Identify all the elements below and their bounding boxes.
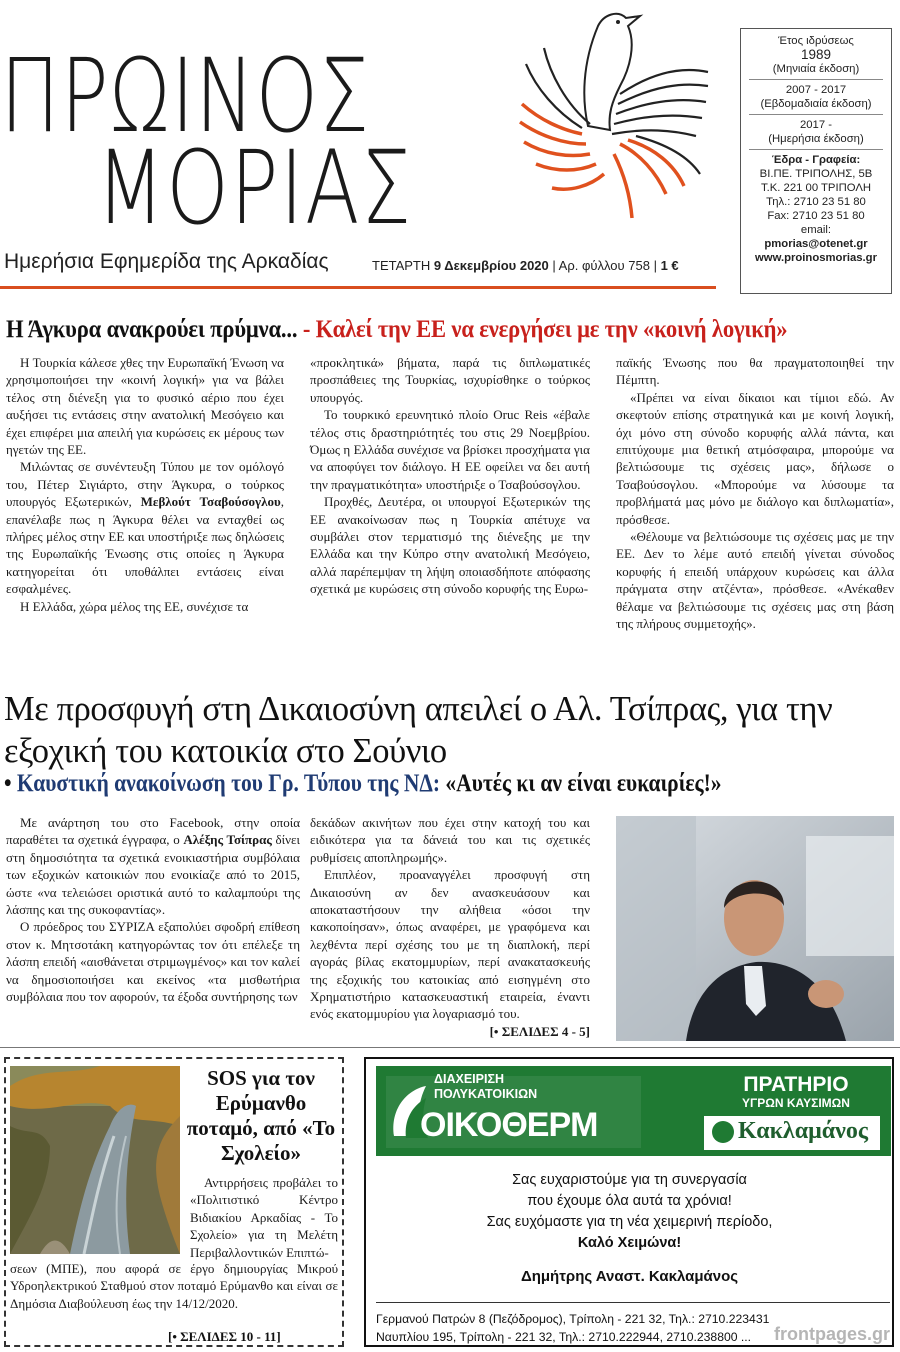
person-name: Μεβλούτ Τσαβούσογλου <box>140 494 281 510</box>
article1-column-2 <box>310 354 590 598</box>
address-1: ΒΙ.ΠΕ. ΤΡΙΠΟΛΗΣ, 5Β <box>759 168 873 180</box>
fax: Fax: 2710 23 51 80 <box>767 210 865 222</box>
section-divider <box>0 1047 900 1048</box>
watermark: frontpages.gr <box>773 1324 890 1344</box>
newspaper-subtitle: Ημερήσια Εφημερίδα της Αρκαδίας <box>4 250 329 273</box>
article3-page-ref[interactable]: [• ΣΕΛΙΔΕΣ 10 - 11] <box>168 1329 281 1344</box>
paragraph: Το τουρκικό ερευνητικό πλοίο Oruc Reis «έβαλε τέλος στις δραστηριότητές του στις 29 Νοεμβρίου. Όμως η Ελλάδα συνέχισε να βρίσκει προσχήματα για να αποφύγει τον διάλογο. Η ΕΕ οφείλει να δει αυτή την πραγματικότητα» υποστήριξε ο Τσαβούσογλου. <box>310 407 590 492</box>
range-2: 2007 - 2017 <box>785 84 847 96</box>
separator: | <box>552 258 559 273</box>
article1-column-1 <box>6 354 284 615</box>
email-link[interactable]: pmorias@otenet.gr <box>764 238 868 250</box>
text: , επανέλαβε πως η Άγκυρα θέλει να ενταχθεί ως πλήρες μέλος στην ΕΕ και υποστήριξε πως δηλώσεις της Ευρωπαϊκής Ένωσης στις οποίες η Άγκυρα κατηγορείται ότι υποθάλπει εντάσεις είναι εσφαλμένες. <box>6 494 284 597</box>
logo-line-2: ΜΟΡΙΑΣ <box>96 129 413 248</box>
masthead-divider <box>0 286 716 289</box>
paragraph: Ο πρόεδρος του ΣΥΡΙΖΑ εξαπολύει σφοδρή επίθεση στον κ. Μητσοτάκη κατηγορώντας τον ότι επέλεξε τη λάσπη επειδή «αισθάνεται στριμωγμένος» και τον καλεί να δημοσιοποιήσει και εκείνος «τα μισθωτήρια συμβόλαια που τον αφορούν, τα έξοδα συντήρησης των <box>6 919 300 1005</box>
range-3: 2017 - <box>799 119 833 131</box>
ad-address-1: Γερμανού Πατρών 8 (Πεζόδρομος), Τρίπολη - 221 32, Τηλ.: 2710.223431 <box>376 1312 770 1326</box>
publisher-info-box <box>740 28 892 294</box>
ad-right-brand: Κακλαμάνος <box>738 1118 868 1144</box>
ad-left-line1: ΔΙΑΧΕΙΡΙΣΗ <box>434 1072 504 1086</box>
dateline <box>372 258 679 273</box>
ad-divider <box>376 1302 890 1303</box>
article2-sub-main: Καυστική ανακοίνωση του Γρ. Τύπου της ΝΔ: <box>16 770 446 797</box>
article1-headline[interactable] <box>6 316 787 344</box>
founded-year: 1989 <box>800 47 832 62</box>
paragraph: «προκλητικά» βήματα, παρά τις διπλωματικές προσπάθειες της Τουρκίας, ισχυρίσθηκε ο τούρκος υπουργός. <box>310 355 590 405</box>
article2-subheadline <box>4 770 722 798</box>
info-separator <box>749 114 883 115</box>
ad-right-line1: ΠΡΑΤΗΡΙΟ <box>743 1073 849 1096</box>
bullet: • <box>4 770 17 797</box>
founded-label: Έτος ιδρύσεως <box>778 35 854 47</box>
ad-banner <box>376 1066 891 1156</box>
article1-headline-main: Η Άγκυρα ανακρούει πρύμνα... <box>6 316 298 343</box>
paragraph: «Πρέπει να είναι δίκαιοι και τίμιοι εδώ. Αν σκεφτούν επίσης στρατηγικά και με κοινή λογική, όχι μόνο στη σύνοδο κορυφής αλλά πάντα, και επιτύχουμε μια θετική ατμόσφαιρα, μπορούμε να βελτιώσουμε τις σχέσεις μας», δήλωσε ο Τσαβούσογλου. «Μπορούμε να λύσουμε τα προβλήματά μας μόνο με διάλογο και διπλωματία», πρόσθεσε. <box>616 389 894 527</box>
ad-thanks-line2: που έχουμε όλα αυτά τα χρόνια! <box>527 1193 732 1209</box>
period-1: (Μηνιαία έκδοση) <box>772 63 860 75</box>
ad-thanks-line4: Καλό Χειμώνα! <box>577 1235 682 1251</box>
issue-price: 1 € <box>660 258 679 273</box>
article2-column-1 <box>6 814 300 1005</box>
period-3: (Ημερήσια έκδοση) <box>768 133 864 145</box>
ad-thanks-line1: Σας ευχαριστούμε για τη συνεργασία <box>512 1172 747 1188</box>
ad-thanks-line3: Σας ευχόμαστε για τη νέα χειμερινή περίοδο, <box>486 1214 773 1230</box>
offices-label: Έδρα - Γραφεία: <box>771 154 861 166</box>
ad-left-line2: ΠΟΛΥΚΑΤΟΙΚΙΩΝ <box>434 1087 538 1101</box>
info-separator <box>749 149 883 150</box>
paragraph: δεκάδων ακινήτων που έχει στην κατοχή του και ειδικότερα για τα δάνειά του και τις σχετικές ρυθμίσεις αποπληρωμής». <box>310 815 590 865</box>
article1-column-3 <box>616 354 894 633</box>
paragraph: Η Τουρκία κάλεσε χθες την Ευρωπαϊκή Ένωση να χρησιμοποιήσει την «κοινή λογική» για να βάλει τέλος στη διένεξη για το φυσικό αέριο που έχει αυξήσει τις εντάσεις στην ανατολική Μεσόγειο και έχει επιφέρει μια απειλή για κυρώσεις εκ μέρους των ηγετών της ΕΕ. <box>6 355 284 458</box>
ad-thanks-text <box>372 1170 887 1254</box>
article2-page-ref[interactable]: [• ΣΕΛΙΔΕΣ 4 - 5] <box>489 1023 590 1039</box>
issue-day: ΤΕΤΑΡΤΗ <box>372 258 431 273</box>
issue-date: 9 Δεκεμβρίου 2020 <box>433 258 549 273</box>
ad-left-brand: ΟΙΚΟΘΕΡΜ <box>420 1106 598 1144</box>
paragraph <box>6 814 300 918</box>
ad-right-logo-icon <box>712 1121 734 1143</box>
text: Μιλώντας σε συνέντευξη Τύπου με τον ομόλογό του, Πέτερ Σιγιάρτο, στην Άγκυρα, ο τούρκος υπουργός Εξωτερικών, <box>6 459 284 510</box>
paragraph: Επιπλέον, προαναγγέλει προσφυγή στη Δικαιοσύνη αν δεν ανασκευάσουν και αποκαταστήσουν την αλήθεια «όσοι την κακοποίησαν», όπως αναφέρει, με γραφόμενα και λεχθέντα περί σχέσης του με τη διαπλοκή, περί αγοράς βίλας εκατομμυρίων, περί ανακατασκευής της εξοχικής του κατοικίας από εισηγμένη στο Χρηματιστήριο κατασκευαστική εταιρεία, έναντι ενός εκατομμυρίου για λογαριασμό του. <box>310 867 590 1022</box>
paragraph: παϊκής Ένωσης που θα πραγματοποιηθεί την Πέμπτη. <box>616 355 894 388</box>
article2-column-2 <box>310 814 590 1040</box>
tsipras-photo <box>616 816 894 1041</box>
ad-signature: Δημήτρης Αναστ. Κακλαμάνος <box>520 1268 739 1285</box>
article1-headline-rest: - Καλεί την ΕΕ να ενεργήσει με την «κοινή λογική» <box>297 316 788 343</box>
ad-left-subtitle <box>434 1072 537 1102</box>
period-2: (Εβδομαδιαία έκδοση) <box>760 98 872 110</box>
paragraph: «Θέλουμε να βελτιώσουμε τις σχέσεις μας με την ΕΕ. Δεν το λέμε αυτό επειδή γίνεται σύνοδος κορυφής ή επειδή υπάρχουν κυρώσεις και άλλα πράγματα στην ατζέντα», πρόσθεσε. «Ανέκαθεν θέλαμε να βελτιώσουμε τις σχέσεις μας στη βάση της πλήρους συμμετοχής». <box>616 529 894 632</box>
ad-right-line2: ΥΓΡΩΝ ΚΑΥΣΙΜΩΝ <box>742 1096 850 1110</box>
paragraph <box>6 458 284 597</box>
paragraph: Η Ελλάδα, χώρα μέλος της ΕΕ, συνέχισε τα <box>20 598 249 614</box>
article3-column-full <box>10 1260 338 1312</box>
website-link[interactable]: www.proinosmorias.gr <box>755 252 877 264</box>
article2-headline[interactable]: Με προσφυγή στη Δικαιοσύνη απειλεί ο Αλ. Τσίπρας, για την εξοχική του κατοικία στο Σούνιο <box>4 690 833 770</box>
text: δίνει στη δημοσιότητα τα σχετικά ενοικιαστήρια συμβόλαια των εξοχικών κατοικιών που ενοικίαζε από το 2015, ώστε «να τελειώσει οριστικά αυτό το καλαμπούρι της λάσπης και της συκοφαντίας». <box>6 832 300 918</box>
paragraph: σεων (ΜΠΕ), που αφορά σε έργο δημιουργίας Μικρού Υδροηλεκτρικού Σταθμού στον ποταμό Ερύμανθο και είναι σε Δημόσια Διαβούλευση έως την 14/12/2020. <box>10 1261 338 1311</box>
issue-number: Αρ. φύλλου 758 <box>558 258 650 273</box>
river-photo <box>10 1066 180 1254</box>
dove-logo-icon <box>470 4 720 249</box>
separator: | <box>653 258 661 273</box>
address-2: Τ.Κ. 221 00 ΤΡΙΠΟΛΗ <box>760 182 872 194</box>
paragraph: Αντιρρήσεις προβάλει το «Πολιτιστικό Κέντρο Βιδιακίου Αρκαδίας - Το Σχολείο» για τη Μελέτη Περιβαλλοντικών Επιπτώ- <box>190 1175 338 1260</box>
phone: Τηλ.: 2710 23 51 80 <box>766 196 866 208</box>
info-separator <box>749 79 883 80</box>
article3-headline[interactable]: SOS για τον Ερύμανθο ποταμό, από «Το Σχολείο» <box>186 1066 336 1165</box>
text: Με ανάρτηση του στο Facebook, στην οποία παραθέτει τα σχετικά έγγραφα, ο <box>6 815 300 848</box>
article2-sub-quote: «Αυτές κι αν είναι ευκαιρίες!» <box>445 770 722 797</box>
article3-column-right <box>190 1174 338 1261</box>
email-label: email: <box>800 224 832 236</box>
ad-address-2: Ναυπλίου 195, Τρίπολη - 221 32, Τηλ.: 2710.222944, 2710.238800 ... <box>376 1330 752 1344</box>
logo-line-1: ΠΡΩΙΝΟΣ <box>0 37 370 156</box>
person-name: Αλέξης Τσίπρας <box>183 832 272 848</box>
paragraph: Προχθές, Δευτέρα, οι υπουργοί Εξωτερικών της ΕΕ ανακοίνωσαν πως η Τουρκία απέτυχε να συμβάλει στον τερματισμό της διένεξης με την Ελλάδα και την Κύπρο στην ανατολική Μεσόγειο, αλλά παρέπεμψαν τη λήψη οποιασδήποτε απόφασης σχετικά με κυρώσεις στη σύνοδο κορυφής της Ευρω- <box>310 494 590 597</box>
